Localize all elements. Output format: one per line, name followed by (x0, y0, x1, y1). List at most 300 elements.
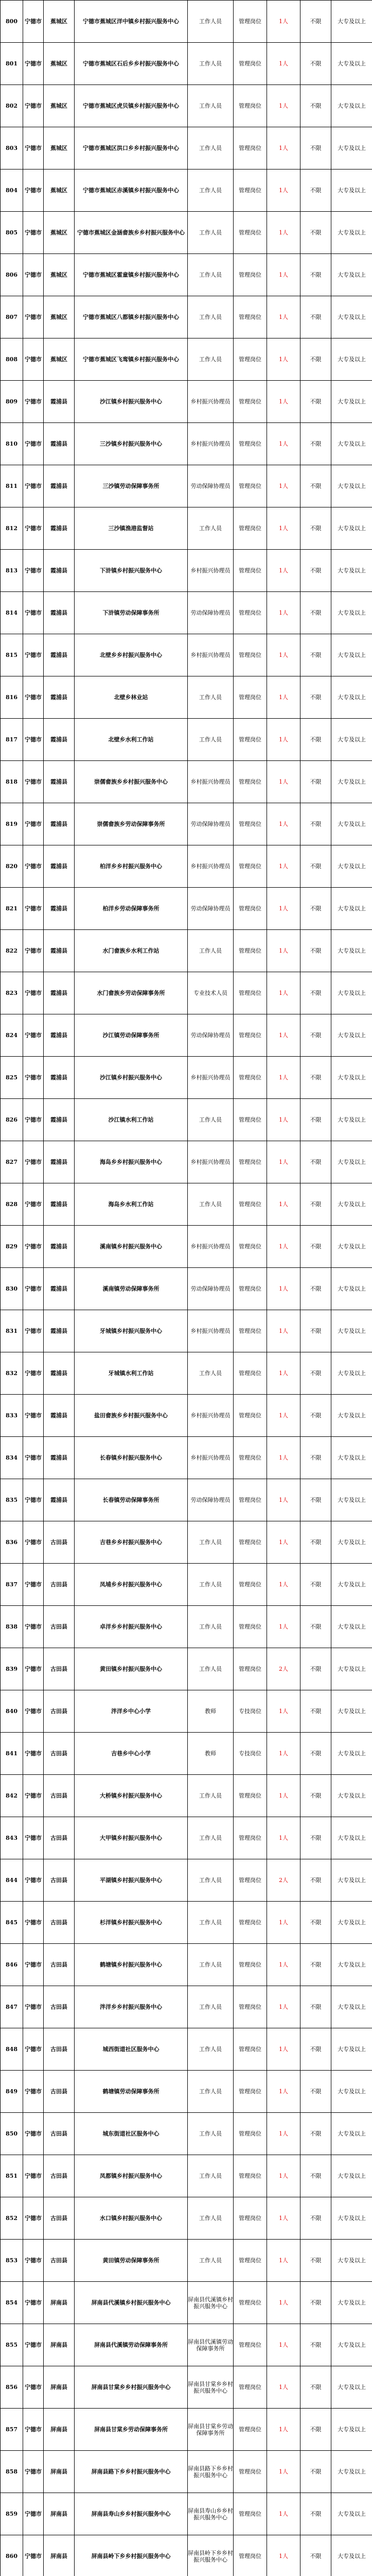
employer-unit-cell: 屏南县寿山乡乡村振兴服务中心 (75, 2493, 188, 2535)
headcount-cell: 1人 (267, 127, 300, 170)
table-row (1, 845, 372, 888)
row-number-cell: 801 (1, 43, 23, 85)
headcount-cell: 1人 (267, 2493, 300, 2535)
city-cell: 宁德市 (23, 1395, 44, 1437)
row-number-cell: 857 (1, 2409, 23, 2451)
headcount-cell: 1人 (267, 1352, 300, 1395)
post-type-cell: 管理岗位 (234, 1775, 267, 1817)
major-cell: 不限 (300, 1, 331, 43)
major-cell: 不限 (300, 1733, 331, 1775)
post-type-cell: 管理岗位 (234, 550, 267, 592)
city-cell: 宁德市 (23, 1310, 44, 1352)
county-cell: 霞浦县 (44, 1226, 75, 1268)
employer-unit-cell: 黄田镇乡村振兴服务中心 (75, 1648, 188, 1690)
county-cell: 屏南县 (44, 2493, 75, 2535)
row-number-cell: 837 (1, 1564, 23, 1606)
education-cell: 大专及以上 (331, 1183, 372, 1226)
employer-unit-cell: 柏洋乡劳动保障事务所 (75, 888, 188, 930)
headcount-cell: 1人 (267, 1183, 300, 1226)
county-cell: 屏南县 (44, 2324, 75, 2366)
post-name-cell: 屏南县代溪镇乡村振兴服务中心 (188, 2282, 234, 2324)
row-number-cell: 816 (1, 676, 23, 719)
headcount-cell: 1人 (267, 254, 300, 296)
headcount-cell: 1人 (267, 2324, 300, 2366)
table-row (1, 634, 372, 676)
education-cell: 大专及以上 (331, 1775, 372, 1817)
post-name-cell: 屏南县代溪镇劳动保障事务所 (188, 2324, 234, 2366)
education-cell: 大专及以上 (331, 212, 372, 254)
table-row (1, 2197, 372, 2240)
employer-unit-cell: 沙江镇水利工作站 (75, 1099, 188, 1141)
row-number-cell: 807 (1, 296, 23, 338)
post-name-cell: 工作人员 (188, 1648, 234, 1690)
row-number-cell: 840 (1, 1690, 23, 1733)
education-cell: 大专及以上 (331, 719, 372, 761)
education-cell: 大专及以上 (331, 170, 372, 212)
post-type-cell: 管理岗位 (234, 1606, 267, 1648)
headcount-cell: 1人 (267, 1099, 300, 1141)
employer-unit-cell: 杉洋镇乡村振兴服务中心 (75, 1902, 188, 1944)
headcount-cell: 1人 (267, 1310, 300, 1352)
city-cell: 宁德市 (23, 1564, 44, 1606)
headcount-cell: 1人 (267, 2409, 300, 2451)
post-type-cell: 管理岗位 (234, 1352, 267, 1395)
post-name-cell: 乡村振兴协理员 (188, 381, 234, 423)
major-cell: 不限 (300, 1479, 331, 1521)
post-type-cell: 管理岗位 (234, 1437, 267, 1479)
city-cell: 宁德市 (23, 1437, 44, 1479)
row-number-cell: 834 (1, 1437, 23, 1479)
city-cell: 宁德市 (23, 761, 44, 803)
employer-unit-cell: 三沙镇劳动保障事务所 (75, 465, 188, 507)
major-cell: 不限 (300, 719, 331, 761)
major-cell: 不限 (300, 1859, 331, 1902)
headcount-cell: 1人 (267, 803, 300, 845)
city-cell: 宁德市 (23, 1352, 44, 1395)
major-cell: 不限 (300, 43, 331, 85)
post-name-cell: 乡村振兴协理员 (188, 761, 234, 803)
post-name-cell: 工作人员 (188, 1352, 234, 1395)
city-cell: 宁德市 (23, 2113, 44, 2155)
education-cell: 大专及以上 (331, 972, 372, 1014)
county-cell: 古田县 (44, 1648, 75, 1690)
employer-unit-cell: 沙江镇乡村振兴服务中心 (75, 381, 188, 423)
city-cell: 宁德市 (23, 1, 44, 43)
employer-unit-cell: 长春镇劳动保障事务所 (75, 1479, 188, 1521)
employer-unit-cell: 宁德市蕉城区霍童镇乡村振兴服务中心 (75, 254, 188, 296)
major-cell: 不限 (300, 2028, 331, 2071)
row-number-cell: 814 (1, 592, 23, 634)
post-name-cell: 乡村振兴协理员 (188, 423, 234, 465)
county-cell: 古田县 (44, 1986, 75, 2028)
city-cell: 宁德市 (23, 1944, 44, 1986)
headcount-cell: 1人 (267, 1521, 300, 1564)
post-type-cell: 管理岗位 (234, 1859, 267, 1902)
major-cell: 不限 (300, 423, 331, 465)
headcount-cell: 1人 (267, 1564, 300, 1606)
city-cell: 宁德市 (23, 2535, 44, 2576)
headcount-cell: 1人 (267, 719, 300, 761)
city-cell: 宁德市 (23, 1183, 44, 1226)
row-number-cell: 818 (1, 761, 23, 803)
education-cell: 大专及以上 (331, 1, 372, 43)
major-cell: 不限 (300, 170, 331, 212)
county-cell: 古田县 (44, 1564, 75, 1606)
post-name-cell: 工作人员 (188, 2028, 234, 2071)
city-cell: 宁德市 (23, 1902, 44, 1944)
post-name-cell: 工作人员 (188, 2240, 234, 2282)
row-number-cell: 813 (1, 550, 23, 592)
headcount-cell: 1人 (267, 592, 300, 634)
row-number-cell: 800 (1, 1, 23, 43)
post-type-cell: 管理岗位 (234, 1944, 267, 1986)
row-number-cell: 859 (1, 2493, 23, 2535)
post-name-cell: 工作人员 (188, 1183, 234, 1226)
headcount-cell: 1人 (267, 507, 300, 550)
county-cell: 古田县 (44, 1817, 75, 1859)
table-row (1, 719, 372, 761)
table-row (1, 1648, 372, 1690)
post-name-cell: 屏南县甘棠乡乡村振兴服务中心 (188, 2366, 234, 2409)
table-row (1, 1944, 372, 1986)
post-type-cell: 管理岗位 (234, 1057, 267, 1099)
major-cell: 不限 (300, 1395, 331, 1437)
post-name-cell: 乡村振兴协理员 (188, 550, 234, 592)
major-cell: 不限 (300, 2113, 331, 2155)
county-cell: 霞浦县 (44, 592, 75, 634)
city-cell: 宁德市 (23, 507, 44, 550)
city-cell: 宁德市 (23, 1817, 44, 1859)
row-number-cell: 835 (1, 1479, 23, 1521)
city-cell: 宁德市 (23, 2282, 44, 2324)
table-row (1, 972, 372, 1014)
post-type-cell: 管理岗位 (234, 2113, 267, 2155)
post-name-cell: 教师 (188, 1733, 234, 1775)
row-number-cell: 830 (1, 1268, 23, 1310)
headcount-cell: 1人 (267, 972, 300, 1014)
post-name-cell: 工作人员 (188, 212, 234, 254)
table-row (1, 2493, 372, 2535)
headcount-cell: 1人 (267, 1226, 300, 1268)
table-row (1, 254, 372, 296)
education-cell: 大专及以上 (331, 845, 372, 888)
major-cell: 不限 (300, 1817, 331, 1859)
employer-unit-cell: 屏南县代溪镇乡村振兴服务中心 (75, 2282, 188, 2324)
city-cell: 宁德市 (23, 296, 44, 338)
education-cell: 大专及以上 (331, 2451, 372, 2493)
county-cell: 霞浦县 (44, 423, 75, 465)
headcount-cell: 1人 (267, 1690, 300, 1733)
headcount-cell: 1人 (267, 1944, 300, 1986)
employer-unit-cell: 平湖镇乡村振兴服务中心 (75, 1859, 188, 1902)
headcount-cell: 1人 (267, 2155, 300, 2197)
major-cell: 不限 (300, 1606, 331, 1648)
education-cell: 大专及以上 (331, 2535, 372, 2576)
post-type-cell: 管理岗位 (234, 127, 267, 170)
county-cell: 霞浦县 (44, 1395, 75, 1437)
post-type-cell: 管理岗位 (234, 930, 267, 972)
education-cell: 大专及以上 (331, 1606, 372, 1648)
post-name-cell: 乡村振兴协理员 (188, 845, 234, 888)
education-cell: 大专及以上 (331, 1648, 372, 1690)
table-row (1, 338, 372, 381)
headcount-cell: 1人 (267, 2028, 300, 2071)
county-cell: 霞浦县 (44, 1352, 75, 1395)
row-number-cell: 808 (1, 338, 23, 381)
major-cell: 不限 (300, 254, 331, 296)
headcount-cell: 1人 (267, 1733, 300, 1775)
post-type-cell: 管理岗位 (234, 1268, 267, 1310)
headcount-cell: 2人 (267, 1859, 300, 1902)
county-cell: 霞浦县 (44, 1183, 75, 1226)
table-row (1, 1564, 372, 1606)
row-number-cell: 809 (1, 381, 23, 423)
county-cell: 霞浦县 (44, 1141, 75, 1183)
county-cell: 霞浦县 (44, 719, 75, 761)
employer-unit-cell: 城西街道社区服务中心 (75, 2028, 188, 2071)
headcount-cell: 1人 (267, 212, 300, 254)
county-cell: 蕉城区 (44, 296, 75, 338)
headcount-cell: 1人 (267, 1775, 300, 1817)
post-name-cell: 乡村振兴协理员 (188, 1141, 234, 1183)
headcount-cell: 1人 (267, 1437, 300, 1479)
major-cell: 不限 (300, 1057, 331, 1099)
county-cell: 霞浦县 (44, 381, 75, 423)
city-cell: 宁德市 (23, 930, 44, 972)
headcount-cell: 1人 (267, 845, 300, 888)
post-type-cell: 管理岗位 (234, 1014, 267, 1057)
row-number-cell: 849 (1, 2071, 23, 2113)
employer-unit-cell: 崇儒畲族乡劳动保障事务所 (75, 803, 188, 845)
table-row (1, 2366, 372, 2409)
headcount-cell: 1人 (267, 1479, 300, 1521)
post-type-cell: 管理岗位 (234, 719, 267, 761)
row-number-cell: 804 (1, 170, 23, 212)
city-cell: 宁德市 (23, 1099, 44, 1141)
city-cell: 宁德市 (23, 719, 44, 761)
row-number-cell: 856 (1, 2366, 23, 2409)
city-cell: 宁德市 (23, 170, 44, 212)
employer-unit-cell: 三沙镇渔港监督站 (75, 507, 188, 550)
post-type-cell: 管理岗位 (234, 254, 267, 296)
county-cell: 古田县 (44, 2071, 75, 2113)
employer-unit-cell: 宁德市蕉城区洋中镇乡村振兴服务中心 (75, 1, 188, 43)
major-cell: 不限 (300, 1521, 331, 1564)
major-cell: 不限 (300, 888, 331, 930)
employer-unit-cell: 北壁乡水利工作站 (75, 719, 188, 761)
table-row (1, 2324, 372, 2366)
city-cell: 宁德市 (23, 2409, 44, 2451)
education-cell: 大专及以上 (331, 761, 372, 803)
county-cell: 古田县 (44, 1944, 75, 1986)
county-cell: 霞浦县 (44, 845, 75, 888)
post-name-cell: 工作人员 (188, 930, 234, 972)
table-row (1, 2451, 372, 2493)
row-number-cell: 825 (1, 1057, 23, 1099)
post-name-cell: 屏南县寿山乡乡村振兴服务中心 (188, 2493, 234, 2535)
major-cell: 不限 (300, 85, 331, 127)
headcount-cell: 1人 (267, 2240, 300, 2282)
post-type-cell: 管理岗位 (234, 972, 267, 1014)
post-name-cell: 工作人员 (188, 296, 234, 338)
employer-unit-cell: 鹤塘镇乡村振兴服务中心 (75, 1944, 188, 1986)
city-cell: 宁德市 (23, 676, 44, 719)
table-row (1, 1437, 372, 1479)
row-number-cell: 812 (1, 507, 23, 550)
row-number-cell: 854 (1, 2282, 23, 2324)
headcount-cell: 1人 (267, 338, 300, 381)
row-number-cell: 831 (1, 1310, 23, 1352)
post-type-cell: 管理岗位 (234, 845, 267, 888)
post-type-cell: 管理岗位 (234, 1183, 267, 1226)
county-cell: 古田县 (44, 1902, 75, 1944)
county-cell: 霞浦县 (44, 803, 75, 845)
county-cell: 霞浦县 (44, 930, 75, 972)
headcount-cell: 1人 (267, 423, 300, 465)
post-name-cell: 乡村振兴协理员 (188, 1437, 234, 1479)
headcount-cell: 1人 (267, 1, 300, 43)
city-cell: 宁德市 (23, 1986, 44, 2028)
post-name-cell: 屏南县岭下乡乡村振兴服务中心 (188, 2535, 234, 2576)
major-cell: 不限 (300, 1268, 331, 1310)
post-type-cell: 管理岗位 (234, 2324, 267, 2366)
row-number-cell: 843 (1, 1817, 23, 1859)
major-cell: 不限 (300, 381, 331, 423)
county-cell: 霞浦县 (44, 1479, 75, 1521)
major-cell: 不限 (300, 1437, 331, 1479)
table-row (1, 465, 372, 507)
major-cell: 不限 (300, 2451, 331, 2493)
post-type-cell: 管理岗位 (234, 43, 267, 85)
major-cell: 不限 (300, 1352, 331, 1395)
county-cell: 霞浦县 (44, 465, 75, 507)
post-name-cell: 屏南县甘棠乡劳动保障事务所 (188, 2409, 234, 2451)
post-type-cell: 管理岗位 (234, 2493, 267, 2535)
employer-unit-cell: 下浒镇乡村振兴服务中心 (75, 550, 188, 592)
post-name-cell: 劳动保障协理员 (188, 592, 234, 634)
post-name-cell: 乡村振兴协理员 (188, 1226, 234, 1268)
employer-unit-cell: 吉巷乡中心小学 (75, 1733, 188, 1775)
county-cell: 屏南县 (44, 2535, 75, 2576)
major-cell: 不限 (300, 2324, 331, 2366)
employer-unit-cell: 泮洋乡乡村振兴服务中心 (75, 1986, 188, 2028)
employer-unit-cell: 水门畲族乡劳动保障事务所 (75, 972, 188, 1014)
employer-unit-cell: 屏南县甘棠乡乡村振兴服务中心 (75, 2366, 188, 2409)
post-type-cell: 管理岗位 (234, 2240, 267, 2282)
post-name-cell: 教师 (188, 1690, 234, 1733)
county-cell: 蕉城区 (44, 1, 75, 43)
major-cell: 不限 (300, 676, 331, 719)
city-cell: 宁德市 (23, 465, 44, 507)
post-type-cell: 管理岗位 (234, 1310, 267, 1352)
county-cell: 古田县 (44, 1859, 75, 1902)
headcount-cell: 1人 (267, 43, 300, 85)
education-cell: 大专及以上 (331, 930, 372, 972)
table-row (1, 761, 372, 803)
post-type-cell: 管理岗位 (234, 2155, 267, 2197)
row-number-cell: 852 (1, 2197, 23, 2240)
county-cell: 古田县 (44, 2240, 75, 2282)
city-cell: 宁德市 (23, 550, 44, 592)
headcount-cell: 1人 (267, 888, 300, 930)
post-name-cell: 工作人员 (188, 1902, 234, 1944)
city-cell: 宁德市 (23, 592, 44, 634)
row-number-cell: 821 (1, 888, 23, 930)
education-cell: 大专及以上 (331, 2155, 372, 2197)
major-cell: 不限 (300, 1690, 331, 1733)
county-cell: 古田县 (44, 1521, 75, 1564)
major-cell: 不限 (300, 1141, 331, 1183)
row-number-cell: 802 (1, 85, 23, 127)
education-cell: 大专及以上 (331, 2028, 372, 2071)
major-cell: 不限 (300, 2155, 331, 2197)
headcount-cell: 1人 (267, 1986, 300, 2028)
city-cell: 宁德市 (23, 2493, 44, 2535)
education-cell: 大专及以上 (331, 1268, 372, 1310)
employer-unit-cell: 泮洋乡中心小学 (75, 1690, 188, 1733)
city-cell: 宁德市 (23, 338, 44, 381)
post-type-cell: 管理岗位 (234, 2535, 267, 2576)
headcount-cell: 1人 (267, 1057, 300, 1099)
city-cell: 宁德市 (23, 2155, 44, 2197)
table-row (1, 1352, 372, 1395)
post-name-cell: 劳动保障协理员 (188, 1479, 234, 1521)
employer-unit-cell: 下浒镇劳动保障事务所 (75, 592, 188, 634)
headcount-cell: 1人 (267, 381, 300, 423)
row-number-cell: 845 (1, 1902, 23, 1944)
education-cell: 大专及以上 (331, 1521, 372, 1564)
city-cell: 宁德市 (23, 972, 44, 1014)
post-type-cell: 管理岗位 (234, 592, 267, 634)
post-name-cell: 劳动保障协理员 (188, 803, 234, 845)
education-cell: 大专及以上 (331, 2493, 372, 2535)
education-cell: 大专及以上 (331, 1099, 372, 1141)
major-cell: 不限 (300, 212, 331, 254)
post-name-cell: 工作人员 (188, 85, 234, 127)
education-cell: 大专及以上 (331, 2324, 372, 2366)
post-type-cell: 管理岗位 (234, 85, 267, 127)
city-cell: 宁德市 (23, 1775, 44, 1817)
row-number-cell: 817 (1, 719, 23, 761)
table-row (1, 1226, 372, 1268)
post-type-cell: 管理岗位 (234, 381, 267, 423)
post-type-cell: 管理岗位 (234, 634, 267, 676)
headcount-cell: 1人 (267, 170, 300, 212)
table-row (1, 888, 372, 930)
row-number-cell: 815 (1, 634, 23, 676)
education-cell: 大专及以上 (331, 1986, 372, 2028)
row-number-cell: 824 (1, 1014, 23, 1057)
headcount-cell: 1人 (267, 2451, 300, 2493)
row-number-cell: 844 (1, 1859, 23, 1902)
headcount-cell: 1人 (267, 930, 300, 972)
city-cell: 宁德市 (23, 1690, 44, 1733)
city-cell: 宁德市 (23, 212, 44, 254)
city-cell: 宁德市 (23, 634, 44, 676)
employer-unit-cell: 长春镇乡村振兴服务中心 (75, 1437, 188, 1479)
major-cell: 不限 (300, 2197, 331, 2240)
post-name-cell: 劳动保障协理员 (188, 1268, 234, 1310)
education-cell: 大专及以上 (331, 1817, 372, 1859)
major-cell: 不限 (300, 2409, 331, 2451)
city-cell: 宁德市 (23, 888, 44, 930)
employer-unit-cell: 溪南镇劳动保障事务所 (75, 1268, 188, 1310)
city-cell: 宁德市 (23, 381, 44, 423)
city-cell: 宁德市 (23, 1014, 44, 1057)
employer-unit-cell: 宁德市蕉城区八都镇乡村振兴服务中心 (75, 296, 188, 338)
table-row (1, 592, 372, 634)
table-row (1, 1817, 372, 1859)
